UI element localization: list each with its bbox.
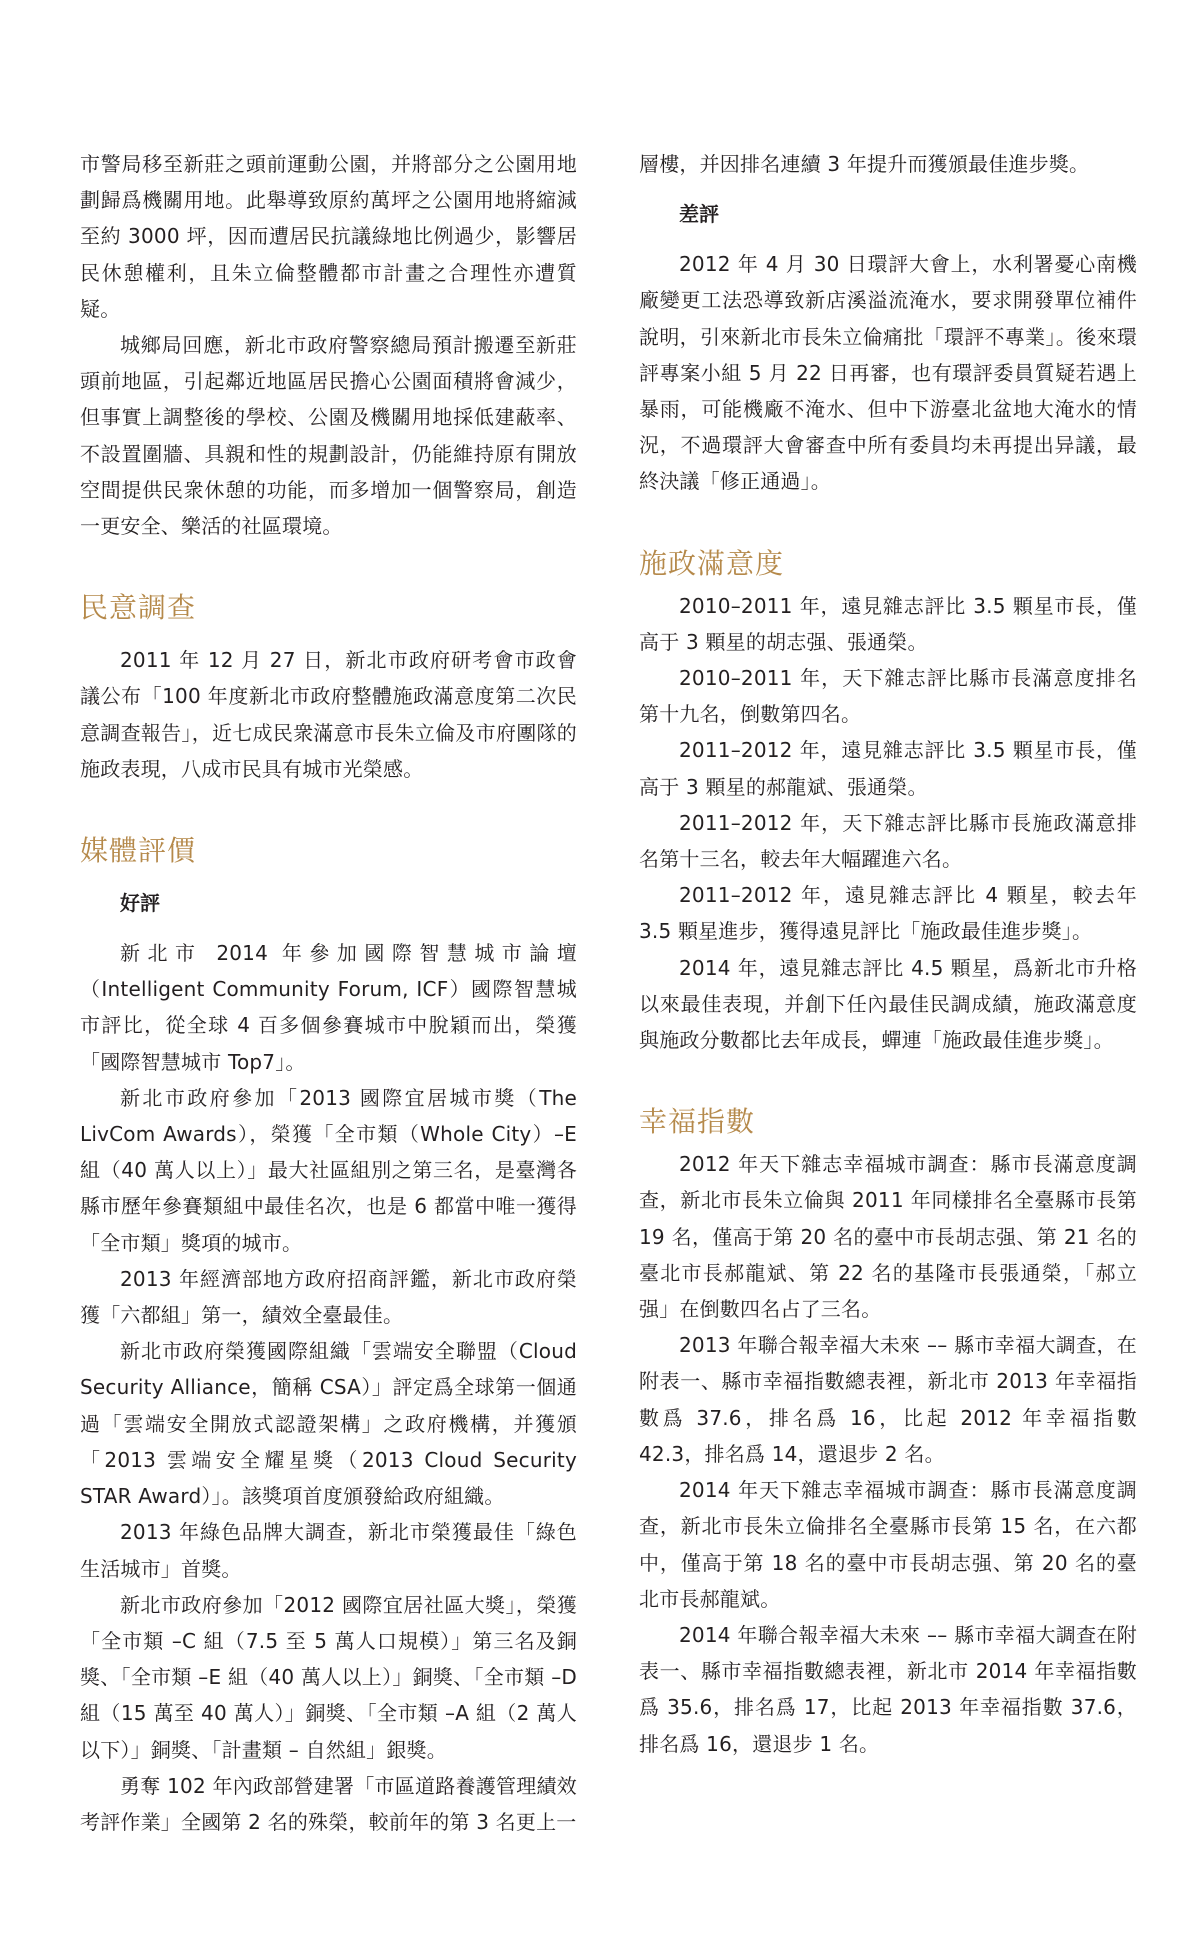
paragraph-happiness-2014-udn: 2014 年聯合報幸福大未來 –– 縣市幸福大調查在附表一、縣市幸福指數總表裡，新北市 2014 年幸福指數爲 35.6，排名爲 17，比起 2013 年幸福指數 37.6，排名爲 16，還退步 1 名。 bbox=[639, 1622, 1137, 1756]
left-column bbox=[80, 146, 577, 1840]
paragraph-road-maintenance-award: 勇奪 102 年內政部營建署「市區道路養護管理績效考評作業」全國第 2 名的殊榮，較前年的第 3 名更上一 bbox=[80, 1773, 577, 1834]
paragraph-urban-bureau-response: 城鄉局回應，新北市政府警察總局預計搬遷至新莊頭前地區，引起鄰近地區居民擔心公園面積將會減少，但事實上調整後的學校、公園及機關用地採低建蔽率、不設置圍牆、具親和性的規劃設計，仍能維持原有開放空間提供民衆休憩的功能，而多增加一個警察局，創造一更安全、樂活的社區環境。 bbox=[80, 333, 577, 539]
heading-public-opinion-poll: 民意調查 bbox=[80, 591, 197, 625]
paragraph-satisfaction-2010-commonwealth: 2010–2011 年，天下雜志評比縣市長滿意度排名第十九名，倒數第四名。 bbox=[639, 666, 1137, 727]
paragraph-road-maintenance-continued: 層樓，并因排名連續 3 年提升而獲頒最佳進步獎。 bbox=[639, 152, 1090, 176]
paragraph-satisfaction-2011-progress-award: 2011–2012 年，遠見雜志評比 4 顆星，較去年 3.5 顆星進步，獲得遠見評比「施政最佳進步獎」。 bbox=[639, 883, 1137, 944]
heading-governance-satisfaction: 施政滿意度 bbox=[639, 546, 785, 580]
paragraph-satisfaction-2011-global-views: 2011–2012 年，遠見雜志評比 3.5 顆星市長，僅高于 3 顆星的郝龍斌、張通榮。 bbox=[639, 738, 1137, 799]
paragraph-icf-award: 新北市 2014 年參加國際智慧城市論壇（Intelligent Community Forum, ICF）國際智慧城市評比，從全球 4 百多個參賽城市中脫穎而出，榮獲「國際智慧城市 Top7」。 bbox=[80, 941, 577, 1074]
paragraph-livable-community-award: 新北市政府參加「2012 國際宜居社區大獎」，榮獲「全市類 –C 組（7.5 至 5 萬人口規模）」第三名及銅獎、「全市類 –E 組（40 萬人以上）」銅獎、「全市類 –D 組（15 萬至 40 萬人）」銅獎、「全市類 –A 組（2 萬人以下）」銅獎、「計畫類 – 自然組」銀獎。 bbox=[80, 1592, 577, 1762]
paragraph-csa-award: 新北市政府榮獲國際組織「雲端安全聯盟（Cloud Security Alliance，簡稱 CSA）」評定爲全球第一個通過「雲端安全開放式認證架構」之政府機構，并獲頒「2013 雲端安全耀星獎（2013 Cloud Security STAR Award）」。該獎項首度頒發給政府組織。 bbox=[80, 1339, 577, 1509]
paragraph-happiness-2013: 2013 年聯合報幸福大未來 –– 縣市幸福大調查，在附表一、縣市幸福指數總表裡，新北市 2013 年幸福指數爲 37.6，排名爲 16，比起 2012 年幸福指數 42.3，排名爲 14，還退步 2 名。 bbox=[639, 1333, 1137, 1466]
paragraph-satisfaction-2014: 2014 年，遠見雜志評比 4.5 顆星，爲新北市升格以來最佳表現，并創下任內最佳民調成績，施政滿意度與施政分數都比去年成長，蟬連「施政最佳進步獎」。 bbox=[639, 955, 1137, 1053]
heading-happiness-index: 幸福指數 bbox=[639, 1105, 756, 1139]
paragraph-livcom-award: 新北市政府參加「2013 國際宜居城市獎（The LivCom Awards），榮獲「全市類（Whole City）–E 組（40 萬人以上）」最大社區組別之第三名，是臺灣各縣市歷年參賽類組中最佳名次，也是 6 都當中唯一獲得「全市類」獎項的城市。 bbox=[80, 1085, 577, 1255]
paragraph-park-relocation: 市警局移至新莊之頭前運動公園，并將部分之公園用地劃歸爲機關用地。此舉導致原約萬坪之公園用地將縮減至約 3000 坪，因而遭居民抗議綠地比例過少，影響居民休憩權利，且朱立倫整體都市計畫之合理性亦遭質疑。 bbox=[80, 152, 577, 321]
paragraph-happiness-2012: 2012 年天下雜志幸福城市調查：縣市長滿意度調查，新北市長朱立倫與 2011 年同樣排名全臺縣市長第 19 名，僅高于第 20 名的臺中市長胡志强、第 21 名的臺北市長郝龍斌、第 22 名的基隆市長張通榮，「郝立强」在倒數四名占了三名。 bbox=[639, 1152, 1137, 1322]
heading-positive-reviews: 好評 bbox=[120, 891, 160, 916]
paragraph-environmental-review: 2012 年 4 月 30 日環評大會上，水利署憂心南機廠變更工法恐導致新店溪溢流淹水，要求開發單位補件說明，引來新北市長朱立倫痛批「環評不專業」。後來環評專案小組 5 月 22 日再審，也有環評委員質疑若遇上暴雨，可能機廠不淹水、但中下游臺北盆地大淹水的情況，不過環評大會審查中所有委員均未再提出异議，最終決議「修正通過」。 bbox=[639, 252, 1137, 494]
paragraph-happiness-2014-commonwealth: 2014 年天下雜志幸福城市調查：縣市長滿意度調查，新北市長朱立倫排名全臺縣市長第 15 名，在六都中，僅高于第 18 名的臺中市長胡志强、第 20 名的臺北市長郝龍斌。 bbox=[639, 1478, 1137, 1611]
paragraph-poll-result: 2011 年 12 月 27 日，新北市政府研考會市政會議公布「100 年度新北市政府整體施政滿意度第二次民意調查報告」，近七成民衆滿意市長朱立倫及市府團隊的施政表現，八成市民具有城市光榮感。 bbox=[80, 648, 577, 781]
heading-negative-reviews: 差評 bbox=[679, 202, 719, 227]
paragraph-satisfaction-2010-global-views: 2010–2011 年，遠見雜志評比 3.5 顆星市長，僅高于 3 顆星的胡志强、張通榮。 bbox=[639, 593, 1137, 654]
paragraph-investment-evaluation: 2013 年經濟部地方政府招商評鑑，新北市政府榮獲「六都組」第一，績效全臺最佳。 bbox=[80, 1266, 577, 1328]
heading-media-evaluation: 媒體評價 bbox=[80, 834, 197, 868]
paragraph-satisfaction-2011-commonwealth: 2011–2012 年，天下雜志評比縣市長施政滿意排名第十三名，較去年大幅躍進六名。 bbox=[639, 810, 1137, 872]
right-column bbox=[639, 146, 1137, 1762]
paragraph-green-brand-award: 2013 年綠色品牌大調查，新北市榮獲最佳「綠色生活城市」首獎。 bbox=[80, 1520, 577, 1581]
